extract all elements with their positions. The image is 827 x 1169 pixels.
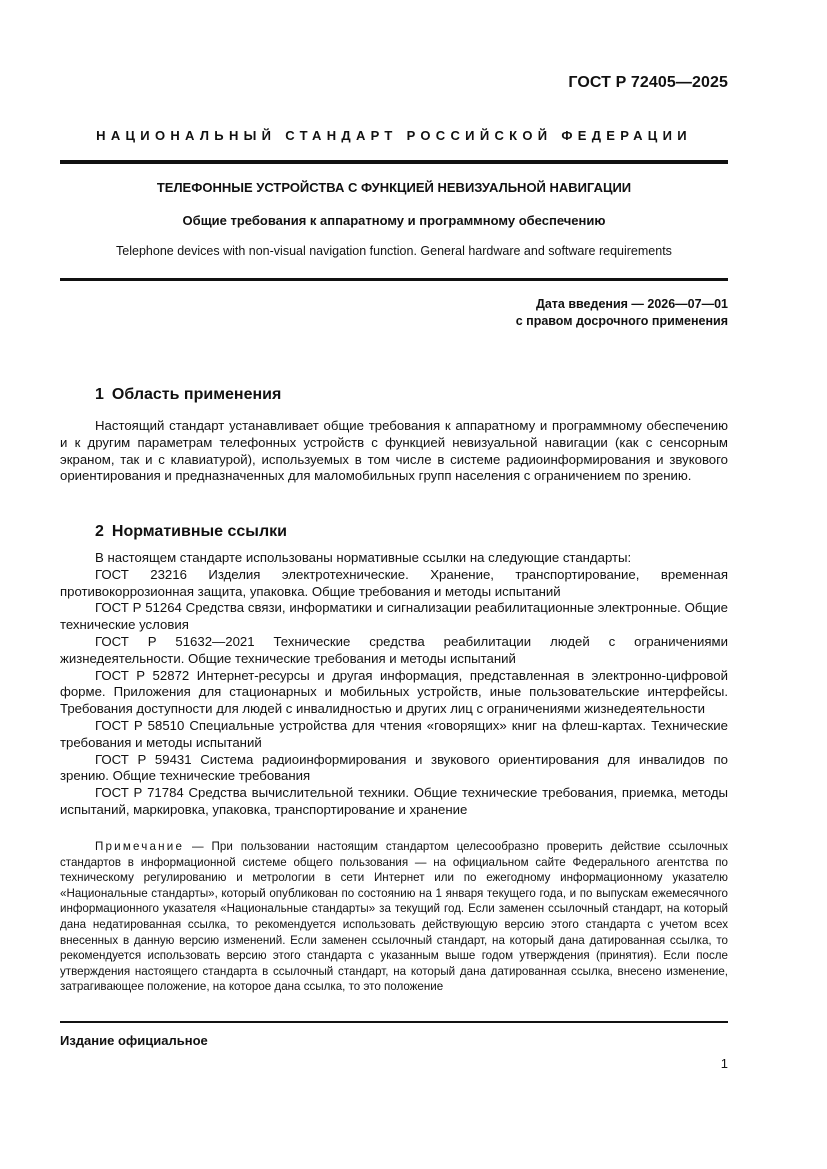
ref-item: ГОСТ Р 58510 Специальные устройства для чтения «говорящих» книг на флеш-картах. Технические требования и методы испытаний xyxy=(60,717,728,750)
gost-code: ГОСТ Р 72405—2025 xyxy=(568,74,728,91)
ref-item: ГОСТ Р 71784 Средства вычислительной техники. Общие технические требования, приемка, методы испытаний, маркировка, упаковка, транспортирование и хранение xyxy=(60,785,728,817)
ref-item: ГОСТ Р 51264 Средства связи, информатики и сигнализации реабилитационные электронные. Общие технические условия xyxy=(60,600,728,633)
page-number: 1 xyxy=(720,1056,728,1071)
ref-item: ГОСТ Р 51632—2021 Технические средства реабилитации людей с ограничениями жизнедеятельности. Общие технические требования и методы испытаний xyxy=(60,633,728,666)
scope-text: Настоящий стандарт устанавливает общие требования к аппаратному и программному обеспечению и к другим параметрам телефонных устройств с функцией невизуальной навигации (как с сенсорным экраном, так и с клавиатурой), используемых в том числе в системе радиоинформирования и звукового ориентирования и предназначенных для маломобильных групп населения с ограничением по зрению. xyxy=(60,418,728,484)
ref-item: ГОСТ Р 52872 Интернет-ресурсы и другая информация, представленная в электронно-цифровой форме. Приложения для стационарных и мобильных устройств, иные пользовательские интерфейсы. Требования доступности для людей с инвалидностью и других лиц с ограничениями жизнедеятельности xyxy=(60,667,728,717)
note-text: — При пользовании настоящим стандартом целесообразно проверить действие ссылочных стандартов в информационной системе общего пользования — на официальном сайте Федерального агентства по техническому регулированию и метрологии в сети Интернет или по ежегодному информационному указателю «Национальные стандарты», который опубликован по состоянию на 1 января текущего года, и по выпускам ежемесячного информационного указателя «Национальные стандарты» за текущий год. Если заменен ссылочный стандарт, на который дана недатированная ссылка, то рекомендуется использовать действующую версию этого стандарта с учетом всех внесенных в данную версию изменений. Если заменен ссылочный стандарт, на который дана датированная ссылка, то рекомендуется использовать версию этого стандарта с указанным выше годом утверждения (принятия). Если после утверждения настоящего стандарта в ссылочный стандарт, на который дана датированная ссылка, внесено изменение, затрагивающее положение, на которое дана ссылка, то это положение xyxy=(60,840,728,994)
note xyxy=(60,839,728,995)
refs-intro: В настоящем стандарте использованы нормативные ссылки на следующие стандарты: xyxy=(95,550,632,565)
divider xyxy=(60,1021,728,1023)
intro-date-line: Дата введения — 2026—07—01 xyxy=(535,297,728,311)
section-heading-normative-refs xyxy=(95,523,287,541)
official-edition-label: Издание официальное xyxy=(60,1033,208,1048)
intro-date xyxy=(516,296,728,330)
divider xyxy=(60,278,728,281)
national-standard-heading: НАЦИОНАЛЬНЫЙ СТАНДАРТ РОССИЙСКОЙ ФЕДЕРАЦИИ xyxy=(96,128,692,143)
standard-subtitle: Общие требования к аппаратному и программному обеспечению xyxy=(182,213,606,228)
section-heading-scope xyxy=(95,386,281,404)
standard-title: ТЕЛЕФОННЫЕ УСТРОЙСТВА С ФУНКЦИЕЙ НЕВИЗУАЛЬНОЙ НАВИГАЦИИ xyxy=(156,180,632,195)
note-label: Примечание xyxy=(95,840,185,853)
english-title: Telephone devices with non-visual navigation function. General hardware and software requirements xyxy=(116,244,672,258)
section-number: 2 xyxy=(95,523,104,540)
section-title: Область применения xyxy=(111,386,282,403)
ref-item: ГОСТ 23216 Изделия электротехнические. Хранение, транспортирование, временная противокоррозионная защита, упаковка. Общие требования и методы испытаний xyxy=(60,566,728,599)
ref-item: ГОСТ Р 59431 Система радиоинформирования и звукового ориентирования для инвалидов по зрению. Общие технические требования xyxy=(60,751,728,784)
section-title: Нормативные ссылки xyxy=(111,523,287,540)
early-application-line: с правом досрочного применения xyxy=(515,314,728,328)
normative-refs-list xyxy=(60,550,728,819)
section-number: 1 xyxy=(95,386,104,403)
divider xyxy=(60,160,728,164)
scope-paragraph xyxy=(60,418,728,485)
